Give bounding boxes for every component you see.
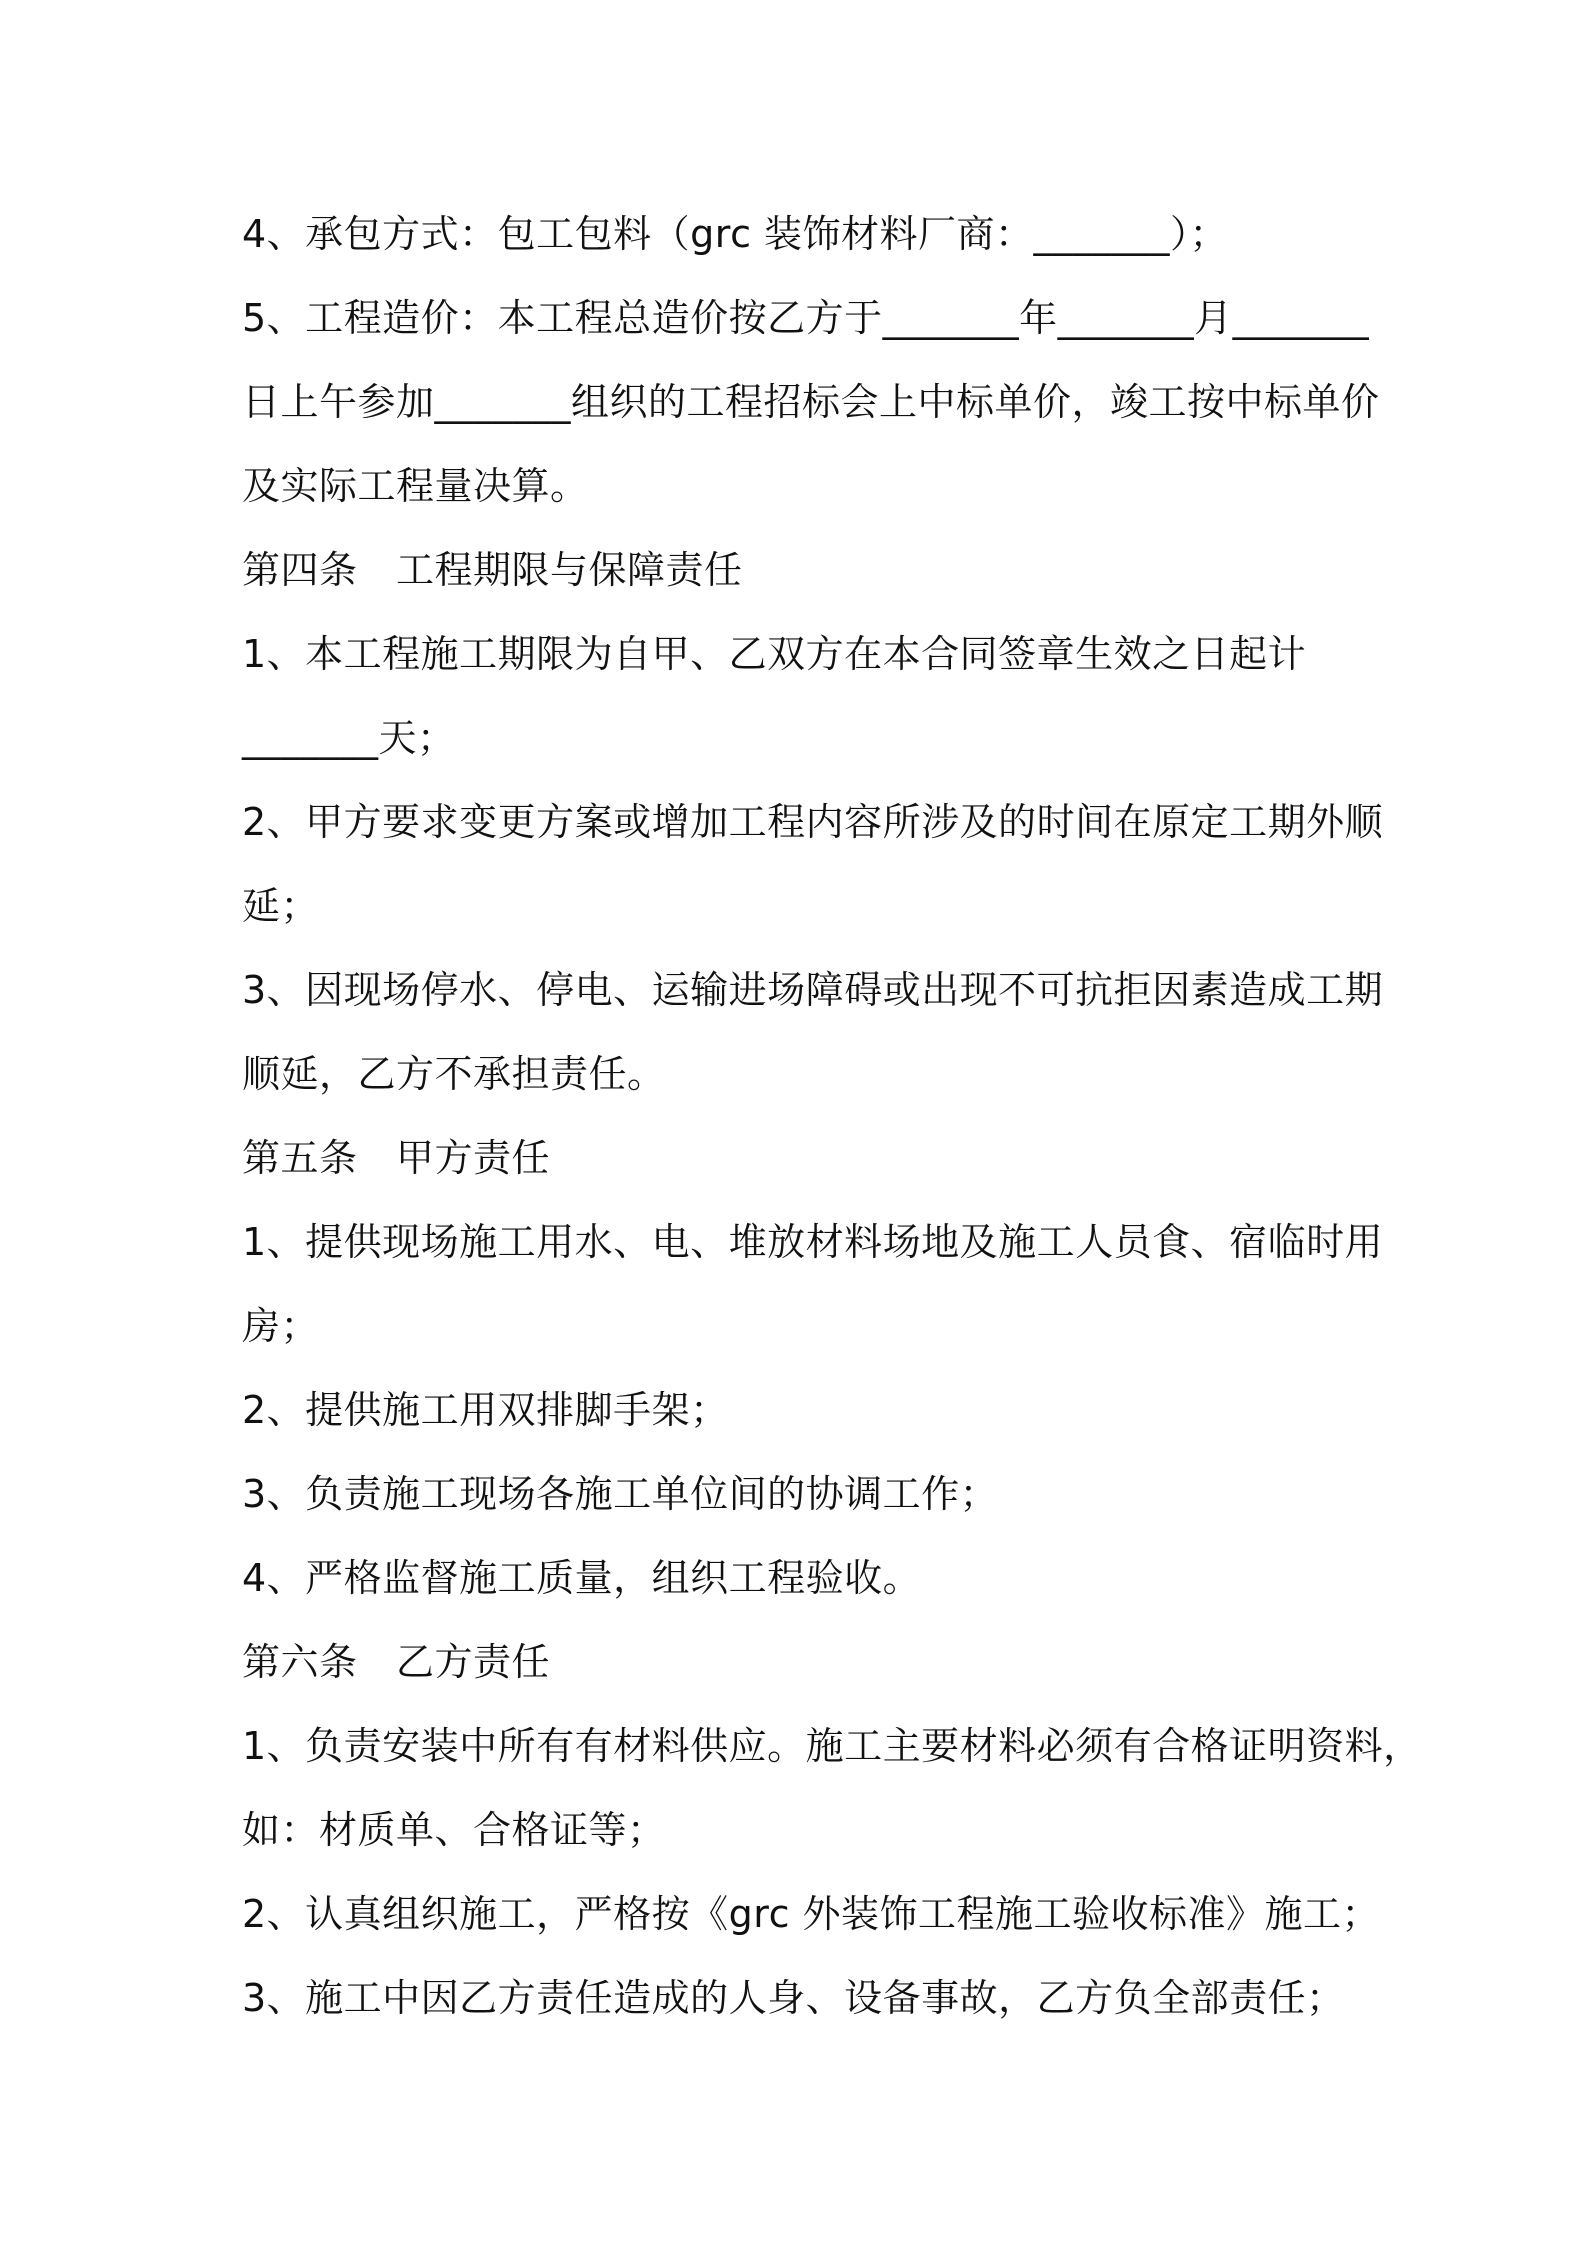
clause-5-3: 3、负责施工现场各施工单位间的协调工作； [242, 1472, 999, 1516]
clause-3-5-cost-line-1: 5、工程造价：本工程总造价按乙方于_______年_______月_______ [242, 296, 1370, 340]
clause-4-3-line-2: 顺延，乙方不承担责任。 [242, 1052, 666, 1096]
clause-6-1-line-1: 1、负责安装中所有有材料供应。施工主要材料必须有合格证明资料， [242, 1724, 1422, 1768]
document-body [242, 192, 1422, 2040]
clause-5-4: 4、严格监督施工质量，组织工程验收。 [242, 1556, 922, 1600]
clause-6-1-line-2: 如：材质单、合格证等； [242, 1808, 666, 1852]
clause-3-4-contract-method: 4、承包方式：包工包料（grc 装饰材料厂商：_______）； [242, 212, 1229, 256]
clause-3-5-cost-line-2: 日上午参加_______组织的工程招标会上中标单价，竣工按中标单价 [242, 380, 1380, 424]
clause-5-1-line-2: 房； [242, 1304, 320, 1348]
article-4-heading: 第四条 工程期限与保障责任 [242, 548, 743, 592]
clause-3-5-cost-line-3: 及实际工程量决算。 [242, 464, 589, 508]
clause-4-2-line-2: 延； [242, 884, 320, 928]
clause-6-2: 2、认真组织施工，严格按《grc 外装饰工程施工验收标准》施工； [242, 1892, 1381, 1936]
clause-6-3: 3、施工中因乙方责任造成的人身、设备事故，乙方负全部责任； [242, 1976, 1345, 2020]
article-5-heading: 第五条 甲方责任 [242, 1136, 551, 1180]
clause-5-2: 2、提供施工用双排脚手架； [242, 1388, 729, 1432]
clause-4-3-line-1: 3、因现场停水、停电、运输进场障碍或出现不可抗拒因素造成工期 [242, 968, 1384, 1012]
clause-5-1-line-1: 1、提供现场施工用水、电、堆放材料场地及施工人员食、宿临时用 [242, 1220, 1384, 1264]
clause-4-2-line-1: 2、甲方要求变更方案或增加工程内容所涉及的时间在原定工期外顺 [242, 800, 1384, 844]
article-6-heading: 第六条 乙方责任 [242, 1640, 551, 1684]
clause-4-1-line-2: _______天； [242, 716, 456, 760]
clause-4-1-line-1: 1、本工程施工期限为自甲、乙双方在本合同签章生效之日起计 [242, 632, 1307, 676]
